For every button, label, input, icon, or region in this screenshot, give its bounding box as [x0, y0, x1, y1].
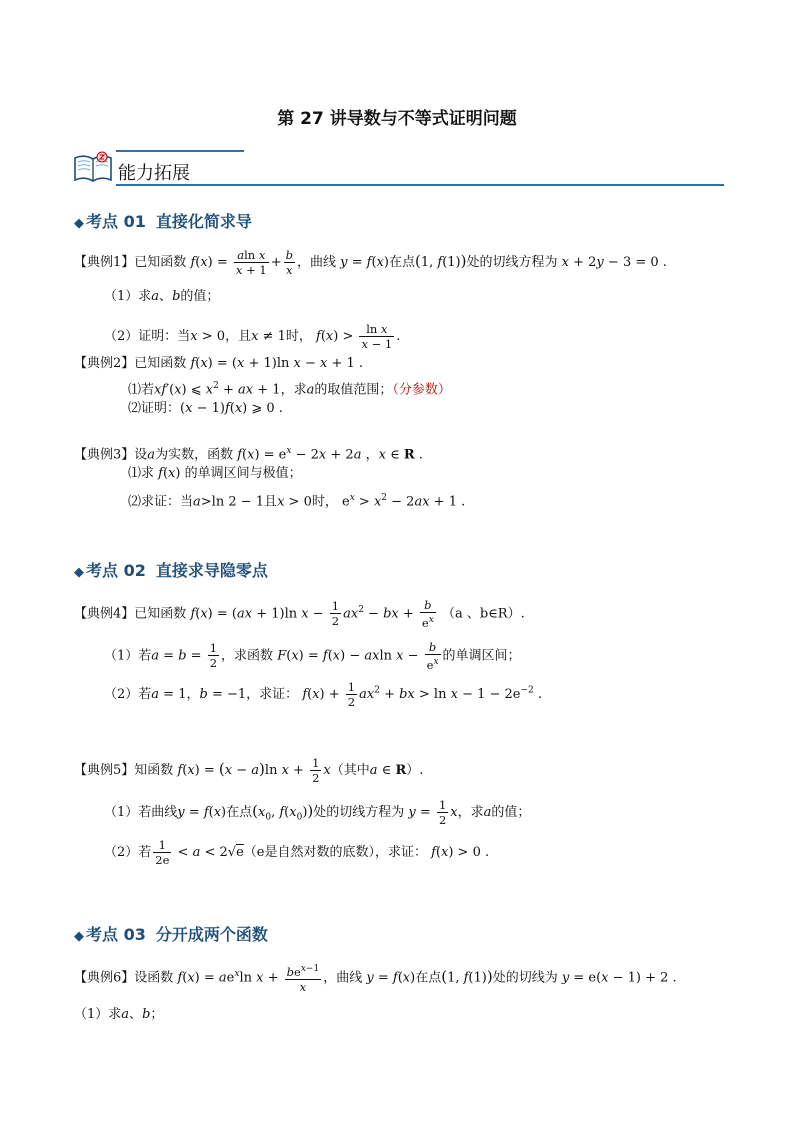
example-6-statement: 【典例6】设函数 $f(x) = ae^x\ln$ x + $\frac{be^{x-1}}{x}$ ，曲线 y = f(x)在点(1, f(1))处的切线为 y = e(x − 1) + 2 . [74, 964, 677, 994]
example-tag: 【典例5】 [74, 763, 135, 778]
example-5-statement: 【典例5】知函数 f(x) = (x − a)ln x + $\frac{1}{2}$ x（其中a ∈ R）. [74, 756, 424, 785]
diamond-bullet-icon: ◆ [74, 929, 84, 944]
banner-top-line [116, 150, 244, 152]
example-3-statement: 【典例3】设a为实数，函数 $f(x) = e^x - 2x + 2a$ ，x ∈ R . [74, 446, 423, 463]
example-2-statement: 【典例2】已知函数 f(x) = (x + 1)ln x − x + 1 . [74, 356, 364, 371]
section-number: 考点 01 [86, 212, 146, 231]
diamond-bullet-icon: ◆ [74, 565, 84, 580]
example-2-part-1: ⑴若xf′(x) ⩽ $x^2$ + ax + 1，求a的取值范围；（分参数） [128, 381, 451, 398]
example-3-part-2: ⑵求证：当a>ln 2 − 1且x > 0时， $e^x > x^2 - 2ax + 1$ . [128, 493, 466, 510]
book-icon [72, 150, 114, 184]
example-tag: 【典例4】 [74, 606, 135, 622]
example-6-part-1: （1）求a、b； [74, 1007, 164, 1022]
section-number: 考点 02 [86, 561, 146, 580]
section-title: 直接化简求导 [155, 212, 252, 231]
section-title: 直接求导隐零点 [155, 561, 268, 580]
example-tag: 【典例3】 [74, 447, 135, 463]
hint-note: （分参数） [392, 382, 451, 398]
section-heading-03 [74, 922, 268, 945]
example-1-part-1: （1）求a、b的值； [104, 289, 220, 304]
section-heading-02 [74, 558, 268, 581]
example-3-part-1: ⑴求 f(x) 的单调区间与极值； [128, 466, 302, 481]
diamond-bullet-icon: ◆ [74, 216, 84, 231]
example-4-part-2: （2）若a = 1，b = −1，求证： f(x) + $\frac{1}{2}$ $ax^2$ + bx > $\ln x - 1 - 2e^{-2}$ . [104, 680, 543, 709]
section-banner [72, 150, 724, 188]
example-1-statement: 【典例1】已知函数 f(x) = $\frac{\text{aln x}}{x + 1}$ + $\frac{b}{x}$ ，曲线 y = f(x)在点(1, f(1))处的切线方程为 x + 2y − 3 = 0 . [74, 248, 667, 277]
example-4-part-1: （1）若a = b = $\frac{1}{2}$ ，求函数 F(x) = f(x) − axln x − $\frac{b}{e^x}$ 的单调区间； [104, 640, 521, 672]
example-5-part-2: （2）若 $\frac{1}{2e}$ < a < 2√e（e是自然对数的底数），求证： f(x) > 0 . [104, 838, 490, 867]
section-number: 考点 03 [86, 925, 146, 944]
example-tag: 【典例1】 [74, 255, 135, 270]
example-1-part-2: （2）证明：当x > 0，且x ≠ 1时， f(x) > $\frac{\text{ln x}}{x - 1}$ . [104, 322, 401, 351]
section-heading-01 [74, 209, 252, 232]
example-tag: 【典例2】 [74, 356, 135, 371]
banner-label: 能力拓展 [118, 163, 190, 184]
example-4-statement: 【典例4】已知函数 f(x) = (ax + 1)ln x − $\frac{1}{2}$ $ax^2$ − bx + $\frac{b}{e^x}$ （a 、b∈R）. [74, 598, 525, 630]
example-2-part-2: ⑵证明：(x − 1)f(x) ⩾ 0 . [128, 401, 283, 416]
page-title: 第 27 讲导数与不等式证明问题 [277, 109, 517, 129]
example-tag: 【典例6】 [74, 970, 135, 986]
banner-rule [116, 184, 724, 186]
section-title: 分开成两个函数 [155, 925, 268, 944]
example-5-part-1: （1）若曲线y = f(x)在点($x_0$, $f(x_0)$)处的切线方程为 y = $\frac{1}{2}$ x，求a的值； [104, 798, 531, 827]
